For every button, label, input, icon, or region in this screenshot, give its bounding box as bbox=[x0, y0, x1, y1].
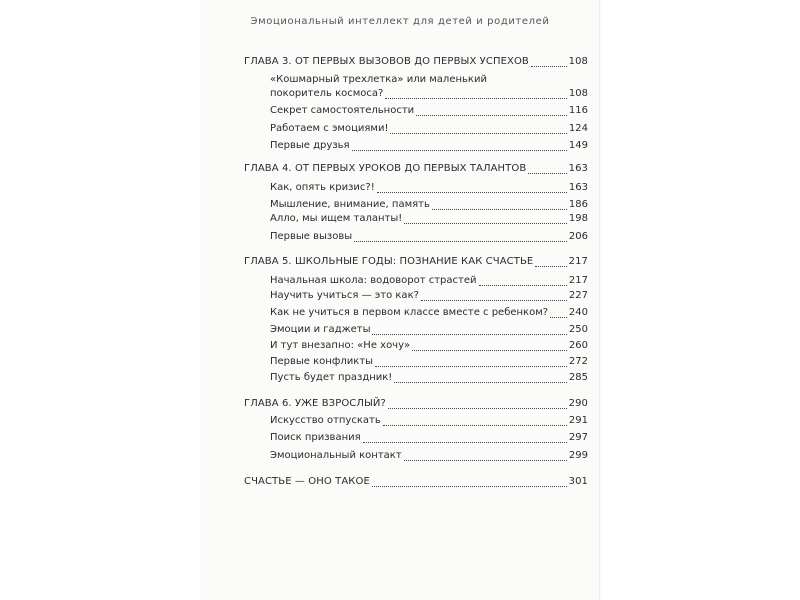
toc-chapter-4-title: ГЛАВА 4. ОТ ПЕРВЫХ УРОКОВ ДО ПЕРВЫХ ТАЛАНТОВ bbox=[244, 163, 527, 174]
toc-entry-title: Эмоциональный контакт bbox=[270, 450, 402, 461]
toc-chapter-3 bbox=[244, 56, 588, 68]
toc-leader-dots bbox=[372, 478, 567, 487]
toc-leader-dots bbox=[421, 292, 567, 301]
toc-final-section-title: СЧАСТЬЕ — ОНО ТАКОЕ bbox=[244, 476, 370, 487]
toc-entry bbox=[270, 123, 588, 135]
toc-entry-page: 124 bbox=[568, 123, 588, 134]
toc-entry-title: Начальная школа: водоворот страстей bbox=[270, 275, 477, 286]
toc-leader-dots bbox=[363, 434, 567, 443]
toc-chapter-6 bbox=[244, 398, 588, 410]
toc-final-section bbox=[244, 476, 588, 488]
toc-entry-page: 163 bbox=[568, 182, 588, 193]
toc-leader-dots bbox=[416, 107, 567, 116]
toc-leader-dots bbox=[412, 342, 567, 351]
toc-entry-title: Как, опять кризис?! bbox=[270, 182, 375, 193]
toc-leader-dots bbox=[528, 165, 566, 174]
toc-entry-page: 272 bbox=[568, 356, 588, 367]
toc-entry-page: 285 bbox=[568, 372, 588, 383]
toc-leader-dots bbox=[372, 326, 566, 335]
toc-leader-dots bbox=[531, 58, 567, 67]
toc-entry-page: 108 bbox=[568, 88, 588, 99]
toc-entry-page: 240 bbox=[568, 307, 588, 318]
toc-leader-dots bbox=[535, 258, 566, 267]
toc-entry bbox=[270, 340, 588, 352]
toc-entry-title: Первые конфликты bbox=[270, 356, 374, 367]
toc-entry bbox=[270, 432, 588, 444]
toc-leader-dots bbox=[404, 215, 567, 224]
page-edge bbox=[599, 0, 601, 600]
toc-chapter-4-page: 163 bbox=[568, 163, 588, 174]
toc-entry-title: покоритель космоса? bbox=[270, 88, 384, 99]
toc-entry-title: Секрет самостоятельности bbox=[270, 105, 415, 116]
toc-chapter-6-title: ГЛАВА 6. УЖЕ ВЗРОСЛЫЙ? bbox=[244, 398, 386, 409]
toc-leader-dots bbox=[354, 233, 567, 242]
toc-entry-title: Первые друзья bbox=[270, 140, 350, 151]
toc-entry bbox=[270, 140, 588, 152]
toc-entry-title: Первые вызовы bbox=[270, 231, 353, 242]
toc-leader-dots bbox=[385, 90, 567, 99]
toc-chapter-3-title: ГЛАВА 3. ОТ ПЕРВЫХ ВЫЗОВОВ ДО ПЕРВЫХ УСПЕХОВ bbox=[244, 56, 529, 67]
toc-entry-page: 227 bbox=[568, 290, 588, 301]
toc-entry-page: 217 bbox=[568, 275, 588, 286]
toc-entry-label-line1: «Кошмарный трехлетка» или маленький bbox=[270, 74, 487, 85]
toc-entry bbox=[270, 105, 588, 117]
toc-entry-page: 186 bbox=[568, 199, 588, 210]
toc-entry-page: 250 bbox=[568, 324, 588, 335]
toc-entry-title: Эмоции и гаджеты bbox=[270, 324, 371, 335]
toc-entry-title: Поиск призвания bbox=[270, 432, 361, 443]
toc-entry-page: 291 bbox=[568, 415, 588, 426]
toc-entry-title: Алло, мы ищем таланты! bbox=[270, 213, 403, 224]
toc-leader-dots bbox=[352, 142, 567, 151]
toc-entry bbox=[270, 415, 588, 427]
toc-chapter-4 bbox=[244, 163, 588, 175]
toc-entry-title: И тут внезапно: «Не хочу» bbox=[270, 340, 411, 351]
toc-leader-dots bbox=[550, 309, 567, 318]
toc-leader-dots bbox=[390, 125, 566, 134]
toc-entry bbox=[270, 307, 588, 319]
toc-entry bbox=[270, 290, 588, 302]
toc-entry-title: Пусть будет праздник! bbox=[270, 372, 393, 383]
toc-leader-dots bbox=[377, 184, 567, 193]
toc-leader-dots bbox=[404, 452, 567, 461]
toc-entry bbox=[270, 199, 588, 211]
toc-entry bbox=[270, 450, 588, 462]
toc-entry-title: Научить учиться — это как? bbox=[270, 290, 419, 301]
toc-final-section-page: 301 bbox=[568, 476, 588, 487]
toc-entry-title: Работаем с эмоциями! bbox=[270, 123, 389, 134]
toc-entry bbox=[270, 356, 588, 368]
toc-chapter-3-page: 108 bbox=[568, 56, 588, 67]
toc-chapter-5 bbox=[244, 256, 588, 268]
toc-leader-dots bbox=[479, 277, 567, 286]
toc-chapter-5-page: 217 bbox=[568, 256, 588, 267]
toc-chapter-6-page: 290 bbox=[568, 398, 588, 409]
toc-entry bbox=[270, 231, 588, 243]
toc-leader-dots bbox=[394, 374, 567, 383]
toc-entry-title: Искусство отпускать bbox=[270, 415, 381, 426]
toc-entry bbox=[270, 275, 588, 287]
toc-entry-page: 198 bbox=[568, 213, 588, 224]
toc-entry-page: 116 bbox=[568, 105, 588, 116]
toc-entry-page: 299 bbox=[568, 450, 588, 461]
toc-entry bbox=[270, 324, 588, 336]
toc-entry-title: Как не учиться в первом классе вместе с ребенком? bbox=[270, 307, 549, 318]
toc-entry-page: 206 bbox=[568, 231, 588, 242]
running-header: Эмоциональный интеллект для детей и родителей bbox=[250, 16, 550, 27]
toc-entry bbox=[270, 372, 588, 384]
toc-entry-page: 149 bbox=[568, 140, 588, 151]
toc-leader-dots bbox=[388, 400, 567, 409]
toc-entry-page: 260 bbox=[568, 340, 588, 351]
toc-leader-dots bbox=[375, 358, 567, 367]
toc-entry bbox=[270, 182, 588, 194]
toc-entry-page: 297 bbox=[568, 432, 588, 443]
toc-chapter-5-title: ГЛАВА 5. ШКОЛЬНЫЕ ГОДЫ: ПОЗНАНИЕ КАК СЧАСТЬЕ bbox=[244, 256, 534, 267]
toc-entry-title: Мышление, внимание, память bbox=[270, 199, 430, 210]
toc-entry bbox=[270, 88, 588, 100]
toc-entry bbox=[270, 213, 588, 225]
toc-leader-dots bbox=[432, 201, 567, 210]
toc-leader-dots bbox=[383, 417, 567, 426]
